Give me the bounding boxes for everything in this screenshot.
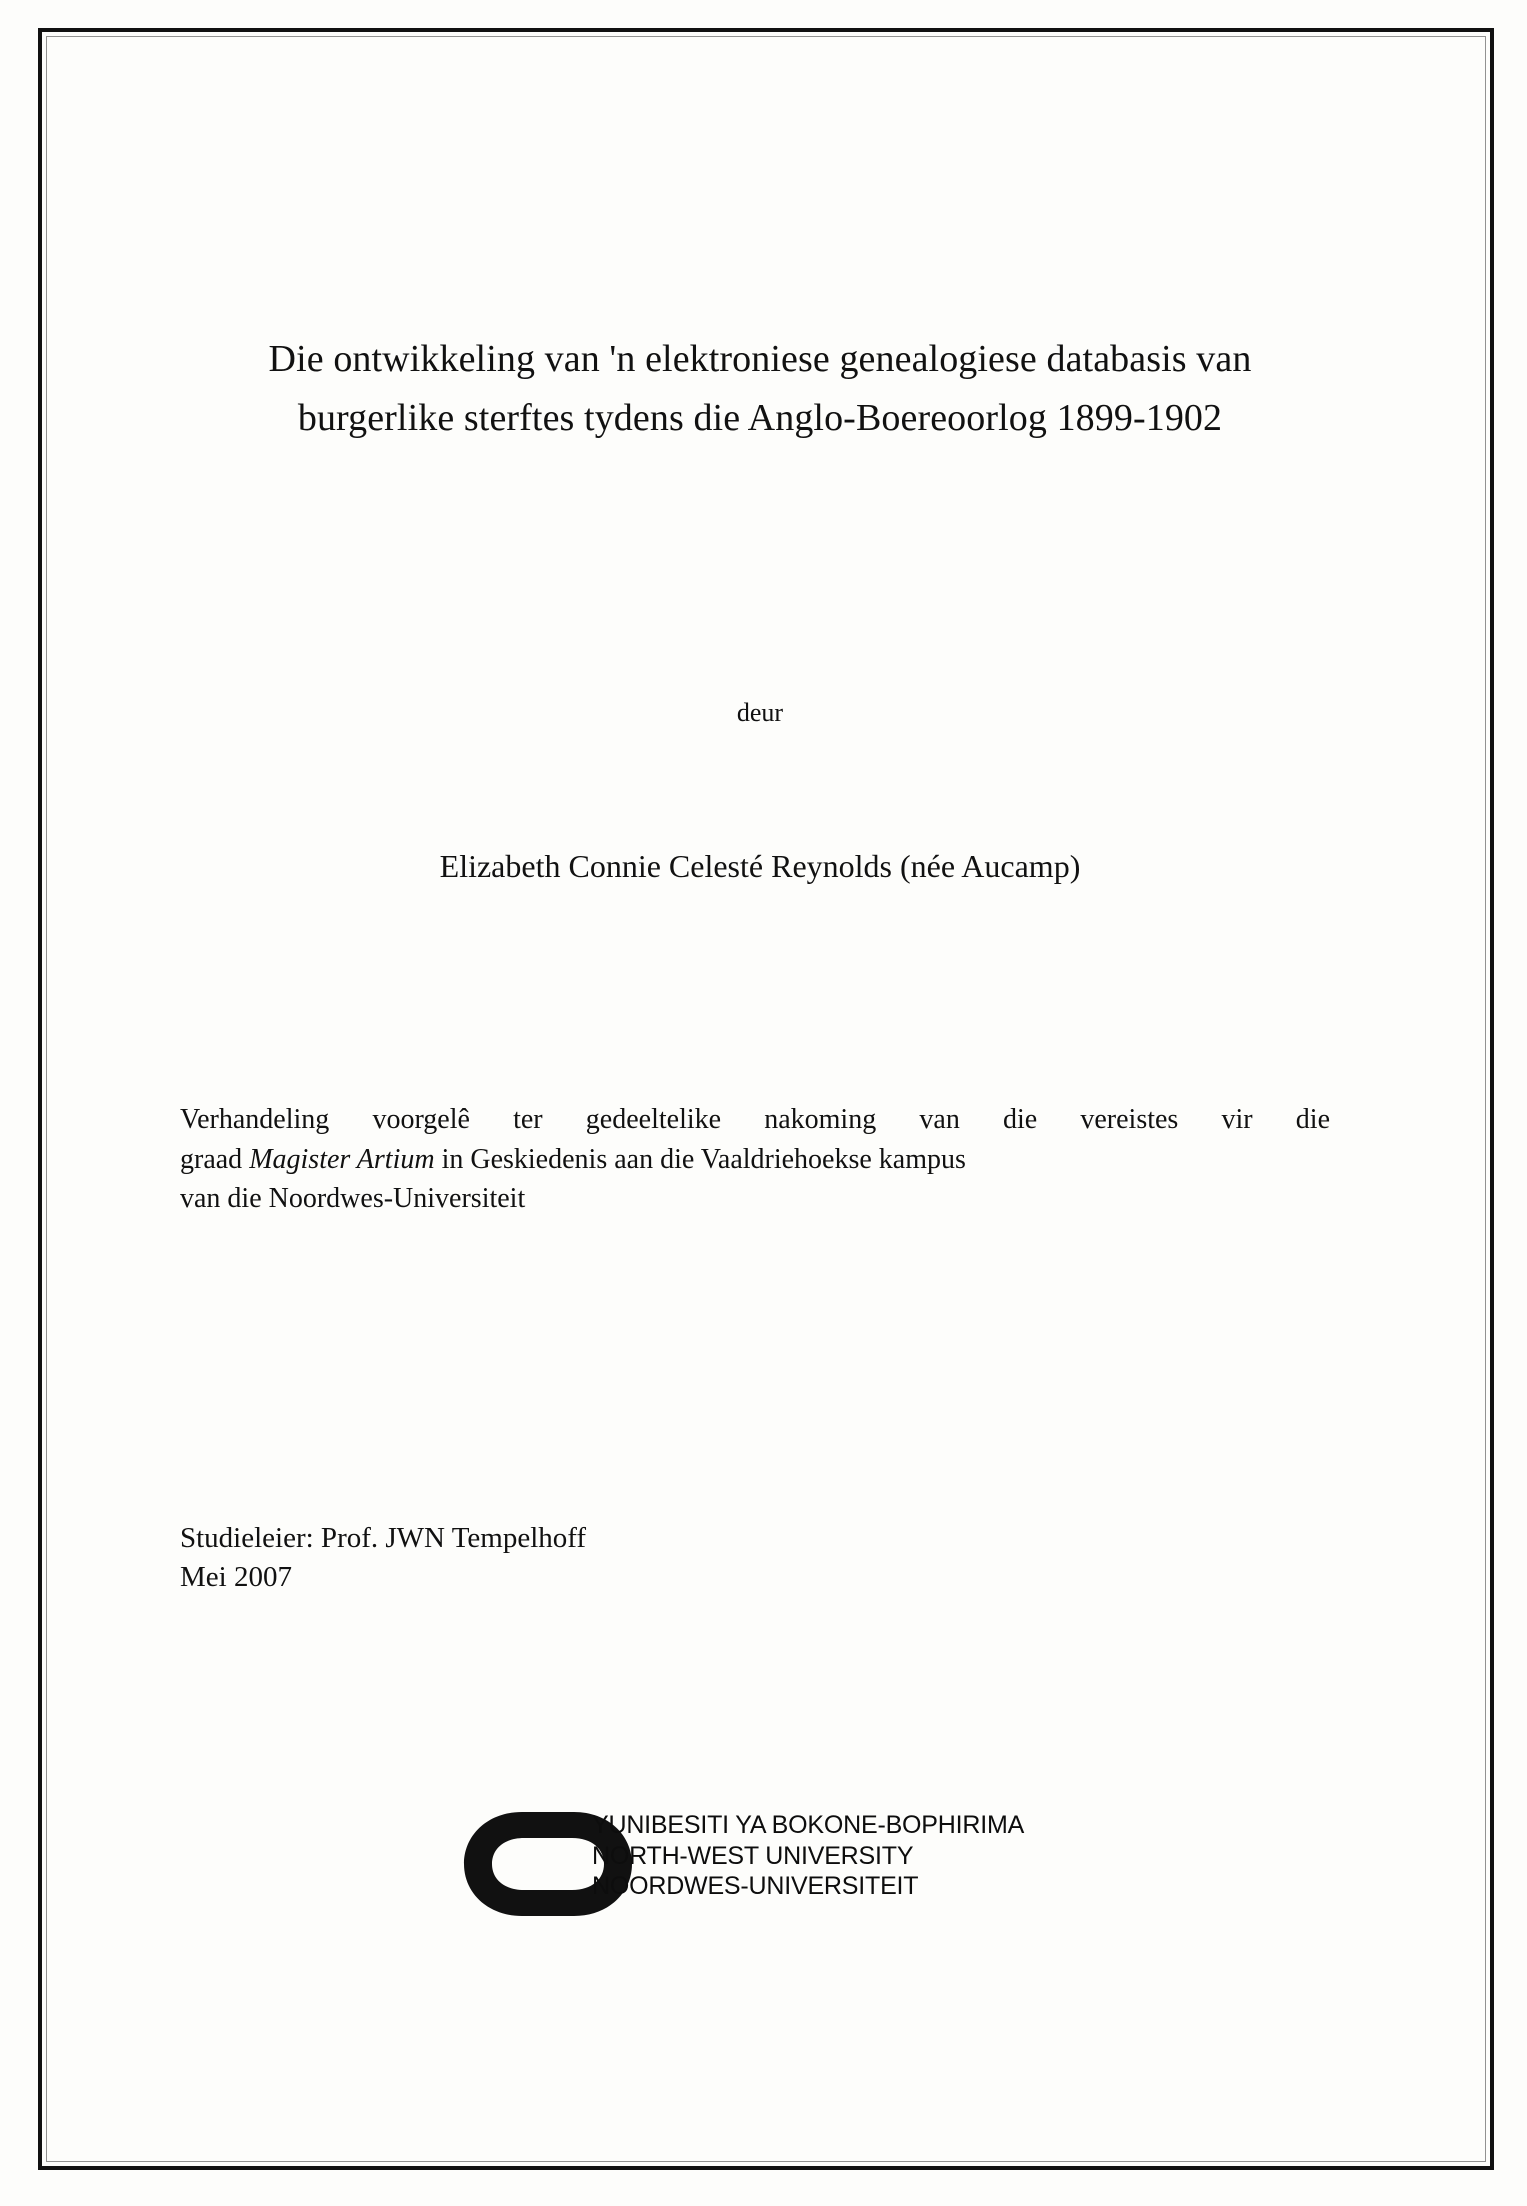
degree-statement-line-1: Verhandeling voorgelê ter gedeeltelike nakoming van die vereistes vir die xyxy=(180,1103,1330,1135)
degree-statement-line-2-suffix: in Geskiedenis aan die Vaaldriehoekse kampus xyxy=(434,1143,966,1175)
supervisor-name: Studieleier: Prof. JWN Tempelhoff xyxy=(180,1522,587,1555)
degree-statement-line-2-prefix: graad xyxy=(180,1143,250,1175)
logo-line-1: YUNIBESITI YA BOKONE-BOPHIRIMA xyxy=(592,1811,1025,1839)
submission-date: Mei 2007 xyxy=(180,1561,292,1594)
author-name: Elizabeth Connie Celesté Reynolds (née Aucamp) xyxy=(439,847,1081,884)
logo-line-3: NOORDWES-UNIVERSITEIT xyxy=(592,1872,919,1900)
degree-name-italic: Magister Artium xyxy=(249,1143,435,1175)
title-page-content xyxy=(180,330,1340,1597)
page-title xyxy=(180,330,1340,448)
logo-line-2: NORTH-WEST UNIVERSITY xyxy=(592,1841,914,1870)
supervisor-block xyxy=(180,1519,1340,1597)
title-line-1: Die ontwikkeling van 'n elektroniese genealogiese databasis van xyxy=(268,338,1252,380)
logo-wordmark xyxy=(592,1810,1024,1902)
by-word: deur xyxy=(736,697,784,727)
degree-statement-line-3: van die Noordwes-Universiteit xyxy=(180,1183,526,1215)
title-line-2: burgerlike sterftes tydens die Anglo-Boereoorlog 1899-1902 xyxy=(297,396,1223,439)
university-logo xyxy=(460,1800,1080,1930)
degree-statement-line-2 xyxy=(180,1140,1330,1180)
degree-statement xyxy=(180,1100,1330,1219)
